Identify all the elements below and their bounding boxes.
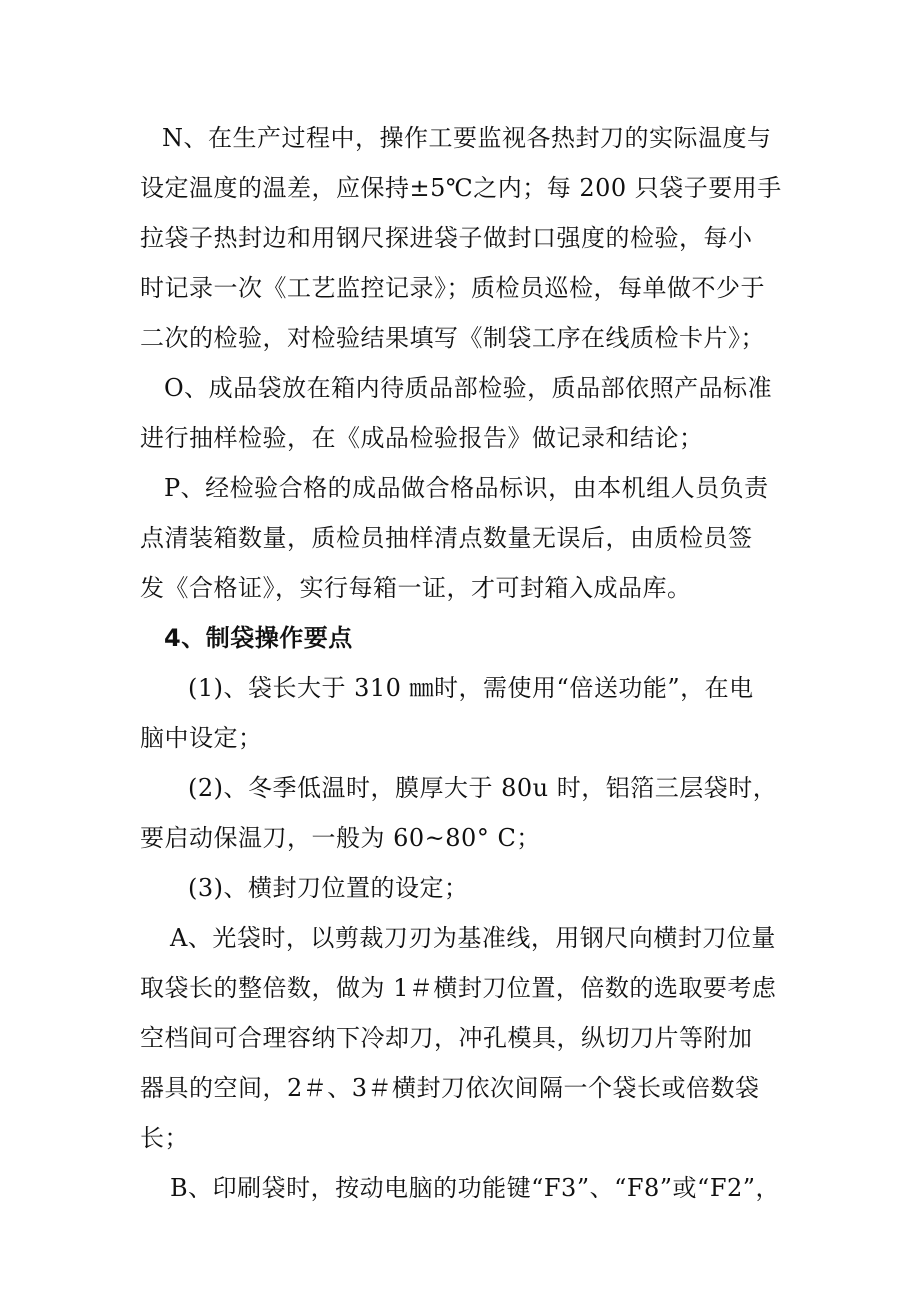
- text-line-a-1: A、光袋时，以剪裁刀刃为基准线，用钢尺向横封刀位量: [170, 924, 776, 952]
- text-line-p-2: 点清装箱数量，质检员抽样清点数量无误后，由质检员签: [140, 524, 753, 552]
- text-line-item2-2: 要启动保温刀，一般为 60~80° C；: [140, 824, 541, 852]
- text-line-n-5: 二次的检验，对检验结果填写《制袋工序在线质检卡片》；: [140, 324, 765, 352]
- text-line-a-5: 长；: [140, 1124, 189, 1152]
- text-line-item1-1: (1)、袋长大于 310 ㎜时，需使用“倍送功能”，在电: [188, 674, 754, 702]
- text-line-item3-1: (3)、横封刀位置的设定；: [188, 874, 469, 902]
- text-line-n-3: 拉袋子热封边和用钢尺探进袋子做封口强度的检验，每小: [140, 224, 753, 252]
- text-line-p-1: P、经检验合格的成品做合格品标识，由本机组人员负责: [164, 474, 769, 502]
- text-line-o-1: O、成品袋放在箱内待质品部检验，质品部依照产品标准: [164, 374, 773, 402]
- text-line-p-3: 发《合格证》，实行每箱一证，才可封箱入成品库。: [140, 574, 692, 602]
- text-line-a-3: 空档间可合理容纳下冷却刀，冲孔模具，纵切刀片等附加: [140, 1024, 753, 1052]
- text-line-n-4: 时记录一次《工艺监控记录》；质检员巡检，每单做不少于: [140, 274, 765, 302]
- text-line-a-2: 取袋长的整倍数，做为 1＃横封刀位置，倍数的选取要考虑: [140, 974, 777, 1002]
- text-line-a-4: 器具的空间，2＃、3＃横封刀依次间隔一个袋长或倍数袋: [140, 1074, 760, 1102]
- text-line-item2-1: (2)、冬季低温时，膜厚大于 80u 时，铝箔三层袋时，: [188, 774, 778, 802]
- text-line-b-1: B、印刷袋时，按动电脑的功能键“F3”、“F8”或“F2”，: [170, 1174, 781, 1202]
- text-line-n-1: N、在生产过程中，操作工要监视各热封刀的实际温度与: [162, 124, 772, 152]
- text-line-n-2: 设定温度的温差，应保持±5℃之内；每 200 只袋子要用手: [140, 174, 782, 202]
- text-line-item1-2: 脑中设定；: [140, 724, 263, 752]
- section-heading: 4、制袋操作要点: [164, 624, 353, 652]
- text-line-o-2: 进行抽样检验，在《成品检验报告》做记录和结论；: [140, 424, 704, 452]
